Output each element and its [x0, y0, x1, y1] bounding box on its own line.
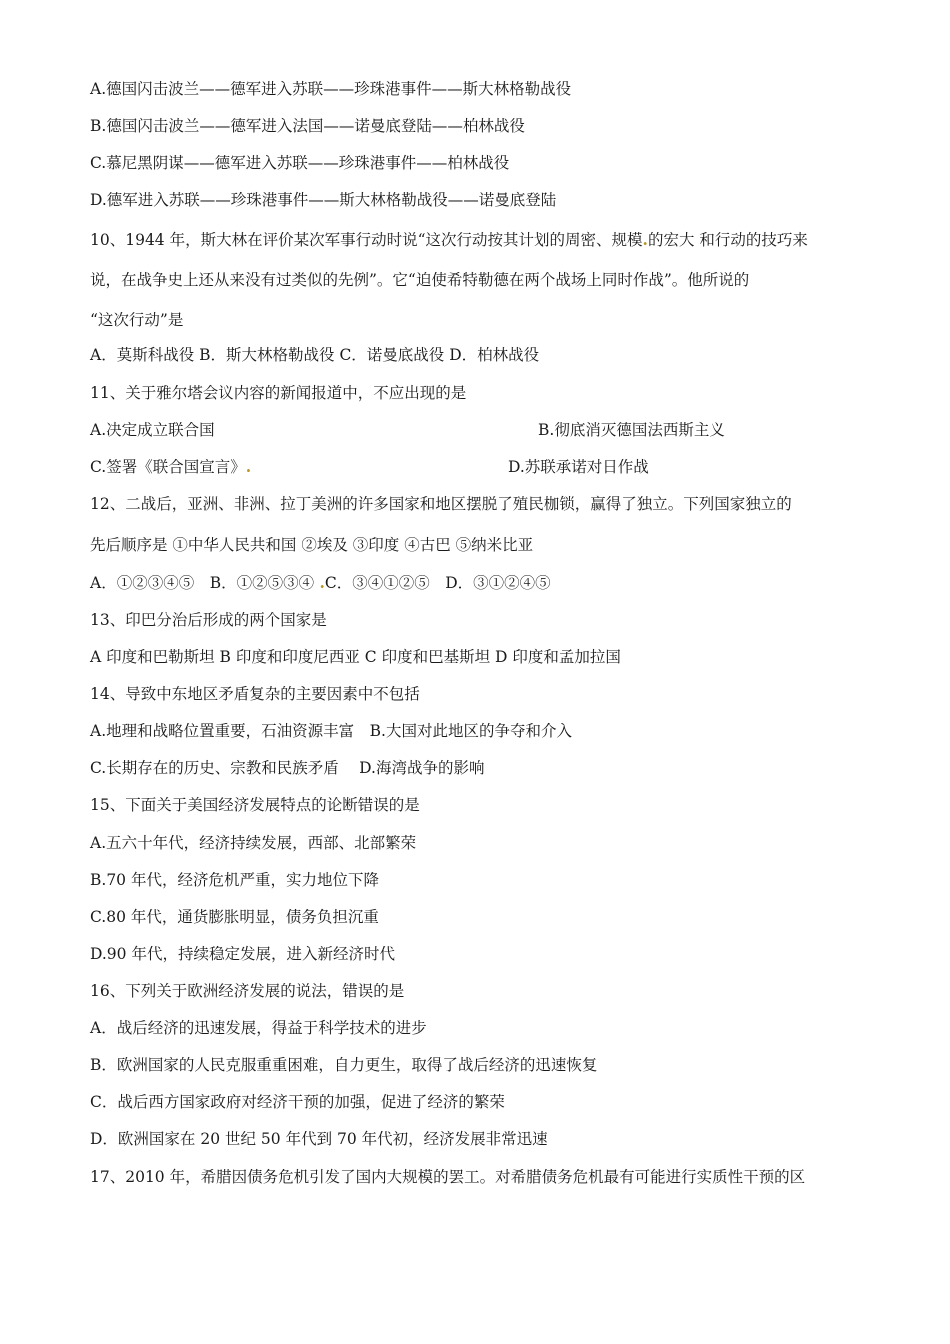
- q12-options-ab: A．①②③④⑤ B．①②⑤③④: [90, 574, 315, 592]
- q16-stem: 16、下列关于欧洲经济发展的说法，错误的是: [90, 982, 405, 1000]
- stray-mark: .: [642, 230, 648, 249]
- q14-options-ab: A.地理和战略位置重要，石油资源丰富 B.大国对此地区的争夺和介入: [90, 722, 572, 740]
- q11-row-1: [90, 419, 862, 441]
- q10-stem-part-1: 10、1944 年，斯大林在评价某次军事行动时说“这次行动按其计划的周密、规模: [90, 231, 643, 249]
- q10-stem-part-2: 的宏大 和行动的技巧来: [647, 231, 808, 249]
- q13-options: A 印度和巴勒斯坦 B 印度和印度尼西亚 C 印度和巴基斯坦 D 印度和孟加拉国: [90, 648, 621, 666]
- q10-options: A．莫斯科战役 B．斯大林格勒战役 C．诺曼底战役 D．柏林战役: [90, 346, 540, 364]
- q10-stem-line-3: “这次行动”是: [90, 311, 184, 329]
- q14-stem: 14、导致中东地区矛盾复杂的主要因素中不包括: [90, 685, 420, 703]
- q10-stem-line-2: 说，在战争史上还从来没有过类似的先例”。它“迫使希特勒德在两个战场上同时作战”。他所说的: [90, 271, 750, 289]
- q11-row-2: [90, 456, 862, 478]
- q12-stem-line-1: 12、二战后，亚洲、非洲、拉丁美洲的许多国家和地区摆脱了殖民枷锁，赢得了独立。下列国家独立的: [90, 495, 792, 513]
- q15-option-b: B.70 年代，经济危机严重，实力地位下降: [90, 871, 379, 889]
- q11-option-b: B.彻底消灭德国法西斯主义: [538, 421, 725, 439]
- q14-options-cd: C.长期存在的历史、宗教和民族矛盾 D.海湾战争的影响: [90, 759, 485, 777]
- q10-stem-line-1: [90, 229, 862, 251]
- q16-option-c: C．战后西方国家政府对经济干预的加强，促进了经济的繁荣: [90, 1093, 505, 1111]
- q16-option-d: D．欧洲国家在 20 世纪 50 年代到 70 年代初，经济发展非常迅速: [90, 1130, 548, 1148]
- q13-stem: 13、印巴分治后形成的两个国家是: [90, 611, 327, 629]
- q15-option-c: C.80 年代，通货膨胀明显，债务负担沉重: [90, 908, 379, 926]
- q9-option-b: B.德国闪击波兰——德军进入法国——诺曼底登陆——柏林战役: [90, 117, 525, 135]
- q11-option-d: D.苏联承诺对日作战: [508, 458, 649, 476]
- q11-option-c: C.签署《联合国宣言》: [90, 458, 246, 476]
- q15-option-a: A.五六十年代，经济持续发展，西部、北部繁荣: [90, 834, 417, 852]
- q9-option-c: C.慕尼黑阴谋——德军进入苏联——珍珠港事件——柏林战役: [90, 154, 510, 172]
- q11-stem: 11、关于雅尔塔会议内容的新闻报道中，不应出现的是: [90, 384, 467, 402]
- q12-options: [90, 572, 862, 594]
- q12-options-cd: C．③④①②⑤ D．③①②④⑤: [324, 574, 551, 592]
- q16-option-b: B．欧洲国家的人民克服重重困难，自力更生，取得了战后经济的迅速恢复: [90, 1056, 598, 1074]
- q9-option-a: A.德国闪击波兰——德军进入苏联——珍珠港事件——斯大林格勒战役: [90, 80, 572, 98]
- q12-stem-line-2: 先后顺序是 ①中华人民共和国 ②埃及 ③印度 ④古巴 ⑤纳米比亚: [90, 536, 534, 554]
- q15-option-d: D.90 年代，持续稳定发展，进入新经济时代: [90, 945, 395, 963]
- q16-option-a: A．战后经济的迅速发展，得益于科学技术的进步: [90, 1019, 427, 1037]
- q9-option-d: D.德军进入苏联——珍珠港事件——斯大林格勒战役——诺曼底登陆: [90, 191, 557, 209]
- stray-mark: .: [314, 573, 325, 592]
- q17-stem: 17、2010 年，希腊因债务危机引发了国内大规模的罢工。对希腊债务危机最有可能进行实质性干预的区: [90, 1168, 806, 1186]
- q15-stem: 15、下面关于美国经济发展特点的论断错误的是: [90, 796, 420, 814]
- stray-mark: .: [245, 457, 252, 476]
- q11-option-a: A.决定成立联合国: [90, 421, 215, 439]
